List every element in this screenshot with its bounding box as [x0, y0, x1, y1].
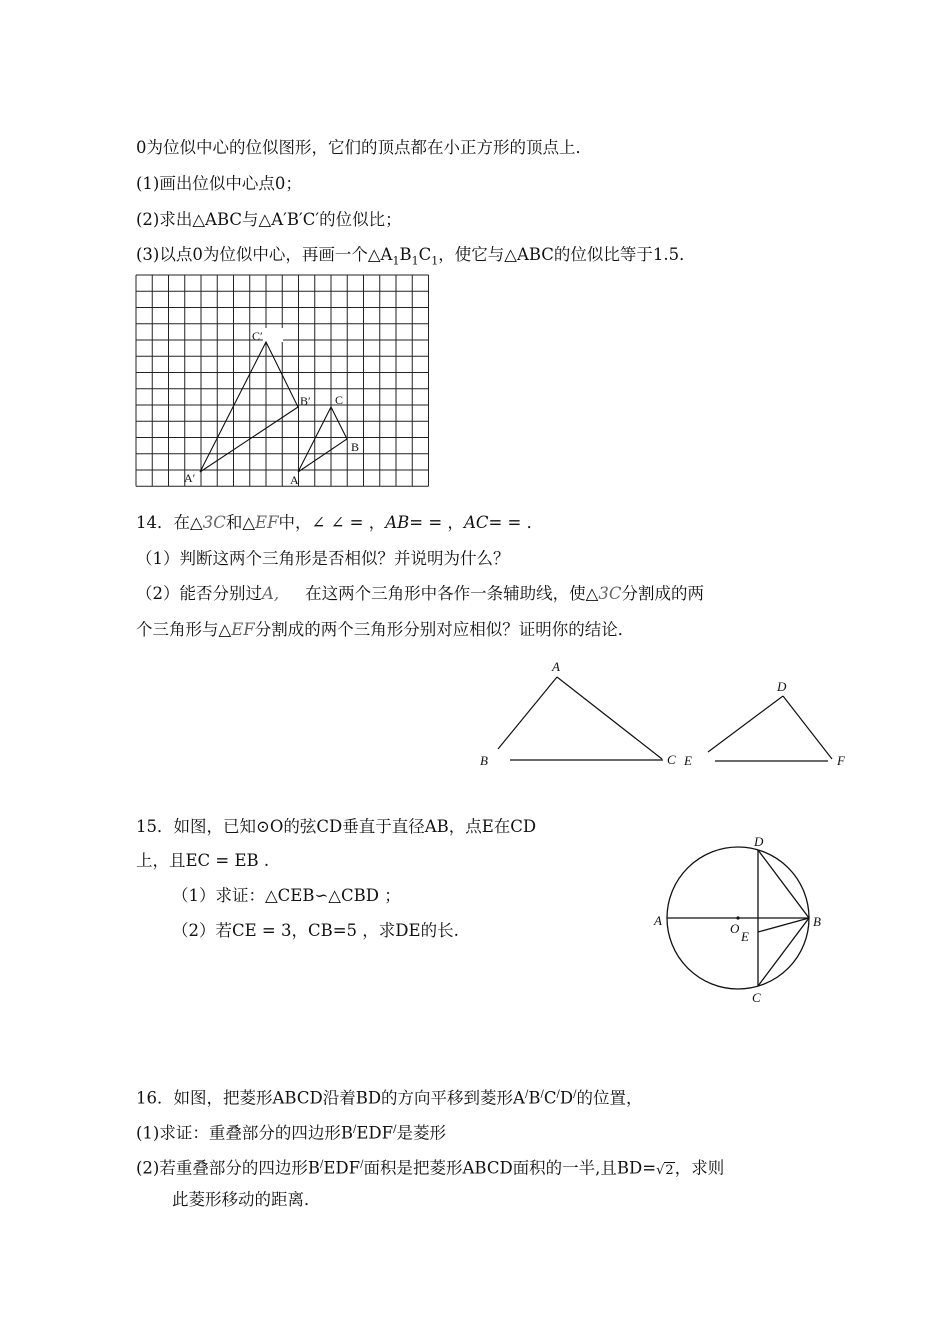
q16-l1-c: C — [543, 1088, 557, 1108]
label-c: C — [667, 752, 676, 767]
triangle-a-prime-b-prime-c-prime — [200, 342, 298, 472]
segment-cb — [758, 918, 809, 986]
q13-line-3: (2)求出△ABC与△A′B′C′的位似比； — [136, 210, 402, 229]
label-d: D — [777, 679, 787, 694]
q16-line-4: 此菱形移动的距离． — [172, 1190, 321, 1209]
q14-l4-c: 分割成的两个三角形分别对应相似？证明你的结论． — [254, 620, 635, 639]
label-e: E — [684, 753, 692, 768]
label-b: B — [813, 914, 821, 929]
q14-number: 14． — [136, 513, 174, 532]
q14-line-2: （1）判断这两个三角形是否相似？并说明为什么？ — [136, 549, 510, 568]
prime-mark: / — [524, 1089, 529, 1100]
q14-l1-f: AB — [385, 513, 410, 532]
side-ab — [498, 677, 557, 749]
q14-l1-d: EF — [255, 513, 279, 532]
q13-grid-figure — [130, 270, 435, 492]
q16-l3-d: ，求则 — [674, 1158, 725, 1178]
q14-l1-a: 在△ — [173, 513, 203, 532]
q14-l3-e: 分割成的两 — [621, 584, 704, 603]
q14-line-4 — [136, 619, 634, 641]
q16-l3-a: (2)若重叠部分的四边形B — [136, 1158, 320, 1178]
prime-mark: / — [573, 1089, 577, 1100]
label-o: O — [730, 921, 740, 936]
q14-l3-d: 3C — [598, 584, 622, 603]
q16-l2-a: (1)求证：重叠部分的四边形B — [136, 1123, 353, 1143]
q15-line-2: 上，且EC = EB . — [136, 851, 270, 870]
q16-l1-a: 16．如图，把菱形ABCD沿着BD的方向平移到菱形A — [136, 1088, 525, 1108]
prime-mark: / — [320, 1159, 324, 1170]
label-c: C — [335, 393, 344, 407]
sqrt-expression: √2 — [656, 1162, 674, 1178]
q15-circle-figure — [648, 832, 828, 1012]
grid-lines — [136, 275, 429, 486]
q14-line-3 — [136, 583, 704, 605]
q16-l3-c: 面积是把菱形ABCD面积的一半,且BD= — [363, 1158, 657, 1178]
q13-sub-1: 1 — [392, 254, 400, 268]
q16-l2-b: EDF — [356, 1123, 394, 1143]
sqrt-argument: 2 — [665, 1162, 674, 1178]
q14-l4-b: EF — [231, 620, 255, 639]
q15-line-1: 15．如图，已知⊙O的弦CD垂直于直径AB，点E在CD — [136, 817, 537, 836]
label-b: B — [480, 753, 488, 768]
label-a: A — [552, 659, 560, 674]
q14-l1-c: 和△ — [225, 513, 256, 532]
q14-l3-a: （2）能否分别过 — [136, 584, 262, 603]
prime-mark: / — [556, 1089, 560, 1100]
q13-line-4-b: B — [399, 245, 412, 264]
prime-mark: / — [393, 1124, 397, 1135]
q14-l1-i: = = ． — [488, 513, 544, 532]
label-a-prime: A′ — [184, 471, 196, 485]
q16-l1-e: 的位置， — [576, 1088, 643, 1108]
q14-l3-b: A, — [262, 584, 280, 603]
q15-line-3: （1）求证：△CEB∽△CBD ； — [172, 886, 401, 905]
prime-mark: / — [360, 1159, 364, 1170]
prime-mark: / — [540, 1089, 544, 1100]
label-mask — [263, 328, 283, 342]
q13-sub-2: 1 — [411, 254, 419, 268]
center-point — [736, 916, 739, 919]
triangle-abc — [298, 407, 347, 472]
label-a: A — [654, 913, 662, 928]
label-b: B — [351, 440, 360, 454]
prime-mark: / — [353, 1124, 357, 1135]
q13-sub-3: 1 — [431, 254, 439, 268]
q13-line-4-c: C — [418, 245, 432, 264]
segment-db — [758, 850, 809, 918]
q16-l3-b: EDF — [323, 1158, 361, 1178]
side-ac — [557, 677, 662, 759]
q14-triangles-figure — [470, 655, 860, 775]
label-c-prime: C′ — [252, 329, 263, 343]
side-de — [708, 696, 783, 752]
q16-l2-c: 是菱形 — [396, 1123, 446, 1143]
segment-eb — [758, 918, 809, 932]
label-e: E — [741, 929, 749, 944]
q13-line-1: 0为位似中心的位似图形，它们的顶点都在小正方形的顶点上． — [136, 138, 592, 157]
q14-line-1 — [136, 512, 543, 534]
label-b-prime: B′ — [300, 394, 311, 408]
label-c: C — [752, 990, 761, 1005]
q14-l1-b: 3C — [202, 513, 226, 532]
label-f: F — [837, 753, 845, 768]
q13-line-4 — [136, 244, 696, 272]
q14-l1-e: 中，∠ ∠ = ， — [278, 513, 386, 532]
label-d: D — [754, 834, 764, 849]
q13-line-4-d: ，使它与△ABC的位似比等于1.5． — [438, 245, 696, 264]
q13-line-4-a: (3)以点0为位似中心，再画一个△A — [136, 245, 393, 264]
q15-line-4: （2）若CE = 3，CB=5 ，求DE的长. — [172, 921, 459, 940]
q14-l4-a: 个三角形与△ — [136, 620, 232, 639]
q16-line-1 — [136, 1084, 642, 1110]
q13-line-2: (1)画出位似中心点0； — [136, 174, 302, 193]
q14-l1-g: = = ， — [409, 513, 464, 532]
q16-line-2 — [136, 1119, 446, 1145]
side-df — [783, 696, 832, 759]
q14-l3-c: 在这两个三角形中各作一条辅助线，使△ — [305, 584, 599, 603]
q16-l1-d: D — [559, 1088, 574, 1108]
q14-l1-h: AC — [463, 513, 489, 532]
label-a: A — [290, 473, 299, 487]
q16-l1-b: B — [528, 1088, 541, 1108]
q16-line-3 — [136, 1154, 724, 1182]
